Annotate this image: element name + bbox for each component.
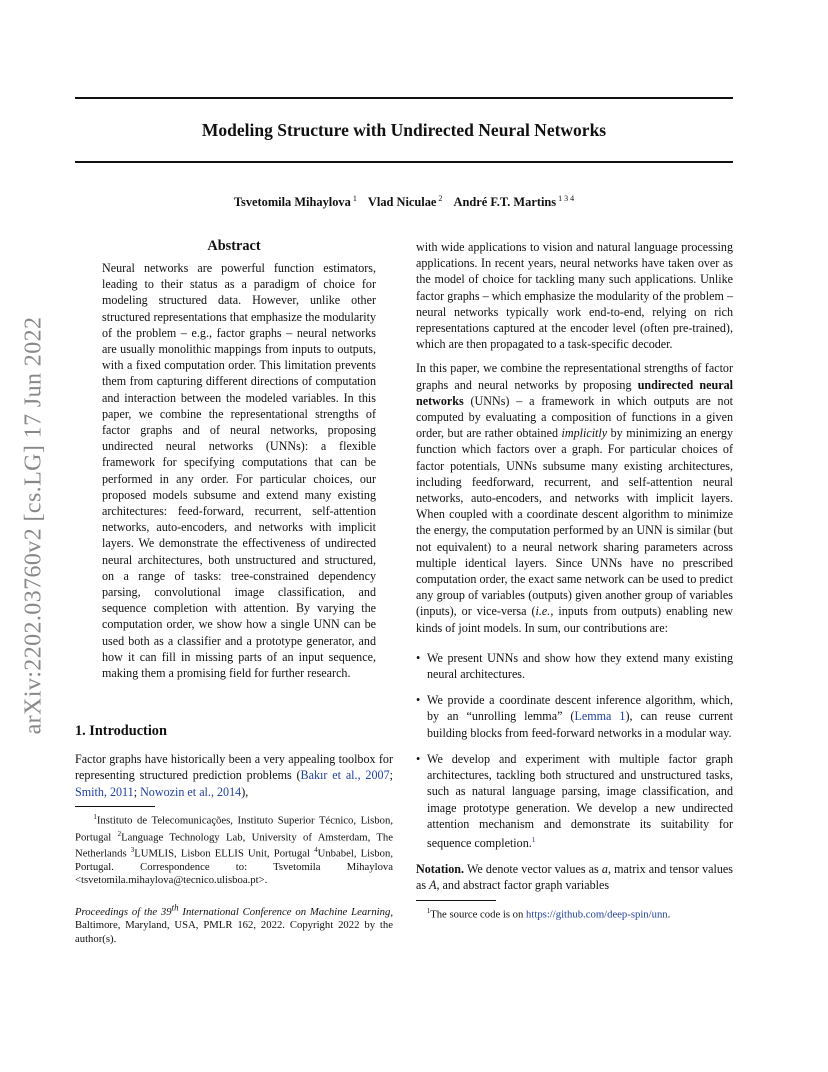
footnote-marker: 1 (426, 906, 431, 915)
author-1 (234, 195, 357, 209)
author-name: Tsvetomila Mihaylova (233, 195, 351, 210)
body-text: , inputs from outputs) enabling new kinds of joint models. In sum, our contributions are: (416, 604, 733, 635)
title-top-rule (75, 97, 733, 99)
citation-separator: ; (133, 784, 141, 799)
footnote-rule (416, 900, 496, 901)
right-column (416, 239, 733, 921)
intro-text: ), (241, 784, 249, 799)
affiliation-text: Instituto de Telecomunicações, Instituto Superior Técnico, Lisbon, Portugal (75, 814, 394, 844)
footnote-marker: 2 (117, 829, 122, 838)
contribution-paragraph (416, 360, 733, 635)
bullet-icon: • (416, 693, 421, 708)
affiliation-text: Language Technology Lab, University of Amsterdam, The Netherlands (75, 831, 394, 860)
body-text: , matrix and tensor values as (416, 862, 733, 893)
list-item-text: We present UNNs and show how they extend many existing neural architectures. (427, 650, 733, 682)
footnote-link[interactable]: 1 (531, 834, 536, 844)
body-text: by minimizing an energy function which factors over a graph. For particular choices of factor potentials, UNNs subsume many existing architectures, including feedforward, recurrent, and self-attention neural networks, auto-encoders, and networks with implicit layers. When coupled with a coordinate descent algorithm to minimize the energy, the computation performed by an UNN is similar (but not equivalent) to a neural network sharing parameters across multiple identical layers. Since UNNs have no prescribed computation order, the exact same network can be used to predict any group of variables (outputs) given another group of variables (inputs), or vice-versa ( (416, 426, 733, 619)
list-item (416, 650, 733, 682)
author-3 (454, 195, 575, 209)
footnote-text: . (667, 908, 671, 921)
citation-separator: ; (389, 768, 393, 783)
body-text: , and abstract factor graph variables (436, 878, 610, 893)
affiliation-footnote (75, 811, 393, 888)
list-item-text: We provide a coordinate descent inference algorithm, which, by an “unrolling lemma” ( (427, 693, 733, 724)
citation-link[interactable]: Smith, 2011 (75, 784, 134, 799)
abstract-heading: Abstract (207, 238, 261, 254)
list-item (416, 692, 733, 741)
proceedings-text: , Baltimore, Maryland, USA, PMLR 162, 2022. Copyright 2022 by the author(s). (75, 906, 393, 945)
math-variable: a (601, 862, 608, 877)
contribution-list (416, 650, 733, 851)
footnote-marker: 3 (130, 846, 135, 855)
left-column (75, 236, 393, 956)
section-heading-introduction: 1. Introduction (75, 723, 167, 740)
footnote-text: The source code is on (430, 908, 527, 921)
abstract-text: Neural networks are powerful function estimators, leading to their status as a paradigm of choice for modeling structured data. However, unlike other structured representations that emphasize the modularity of the problem – e.g., factor graphs – neural networks are usually monolithic mappings from inputs to outputs, with a fixed computation order. This limitation prevents them from capturing different directions of computation and interaction between the modeled variables. In this paper, we combine the representational strengths of factor graphs and of neural networks, proposing undirected neural networks (UNNs): a flexible framework for specifying computations that can be performed in any order. For particular choices, our proposed models subsume and extend many existing architectures: feed-forward, recurrent, self-attention networks, auto-encoders, and networks with implicit layers. We demonstrate the effectiveness of undirected neural architectures, both unstructured and structured, on a range of tasks: tree-constrained dependency parsing, convolutional image classification, and sequence completion with attention. By varying the computation order, we show how a single UNN can be used both as a classifier and a prototype generator, and how it can fill in missing parts of an input sequence, making them a promising field for further research. (102, 261, 376, 681)
italic-term: i.e. (535, 604, 551, 619)
affiliation-text: LUMLIS, Lisbon ELLIS Unit, Portugal (134, 847, 315, 860)
author-name: Vlad Niculae (367, 195, 437, 210)
italic-term: implicitly (561, 426, 608, 441)
proceedings-sup: th (171, 902, 179, 913)
affiliation-text: Unbabel, Lisbon, Portugal. Correspondence to: Tsvetomila Mihaylova <tsvetomila.mihaylova@tecnico.ulisboa.pt>. (75, 847, 393, 887)
arxiv-identifier: arXiv:2202.03760v2 [cs.LG] 17 Jun 2022 (20, 316, 47, 734)
author-affil: 1 3 4 (558, 194, 575, 203)
author-2 (368, 195, 443, 209)
bold-term: undirected neural networks (416, 377, 733, 408)
intro-text: Factor graphs have historically been a very appealing toolbox for representing structured prediction problems ( (75, 752, 393, 783)
list-item-text: ), can reuse current building blocks from feed-forward networks in a modular way. (427, 709, 733, 740)
title-bottom-rule (75, 161, 733, 163)
footnote-marker: 4 (314, 846, 318, 855)
proceedings-text: International Conference on Machine Learning (178, 906, 391, 919)
body-text: In this paper, we combine the representational strengths of factor graphs and neural networks by proposing (416, 361, 733, 392)
list-item-text: We develop and experiment with multiple factor graph architectures, tackling both structured and unstructured tasks, such as natural language parsing, image classification, and image prototype generation. We develop a new undirected attention mechanism and demonstrate its suitability for sequence completion. (427, 751, 733, 850)
author-affil: 1 (352, 194, 357, 203)
bullet-icon: • (416, 650, 421, 665)
notation-paragraph (416, 861, 733, 893)
math-variable: A (429, 878, 437, 893)
footnote-marker: 1 (93, 812, 97, 821)
paper-title: Modeling Structure with Undirected Neural Networks (201, 120, 607, 140)
proceedings-text: Proceedings of the 39 (75, 906, 172, 919)
intro-continued-paragraph: with wide applications to vision and natural language processing applications. In recent years, neural networks have taken over as the model of choice for tackling many such applications. Unlike factor graphs – which emphasize the modularity of the problem – neural networks typically work end-to-end, relying on rich representations captured at the encoder level (often pre-trained), which are then propagated to a task-specific decoder. (416, 240, 733, 352)
list-item (416, 751, 733, 851)
arxiv-sidebar (20, 290, 48, 760)
author-name: André F.T. Martins (453, 195, 557, 210)
author-list (75, 191, 733, 210)
body-text: We denote vector values as (464, 862, 602, 877)
notation-heading: Notation. (416, 862, 465, 877)
body-text: (UNNs) – a framework in which outputs are not computed by evaluating a composition of functions in a given order, but are rather obtained (416, 393, 733, 441)
citation-link[interactable]: Nowozin et al., 2014 (140, 784, 242, 799)
footnote-rule (75, 806, 155, 807)
citation-link[interactable]: Bakır et al., 2007 (300, 768, 390, 783)
source-code-link[interactable]: https://github.com/deep-spin/unn (526, 908, 668, 921)
intro-paragraph (75, 751, 393, 800)
code-footnote (416, 905, 733, 922)
lemma-link[interactable]: Lemma 1 (574, 709, 626, 724)
author-affil: 2 (438, 194, 443, 203)
proceedings-note (75, 902, 393, 946)
bullet-icon: • (416, 751, 421, 766)
